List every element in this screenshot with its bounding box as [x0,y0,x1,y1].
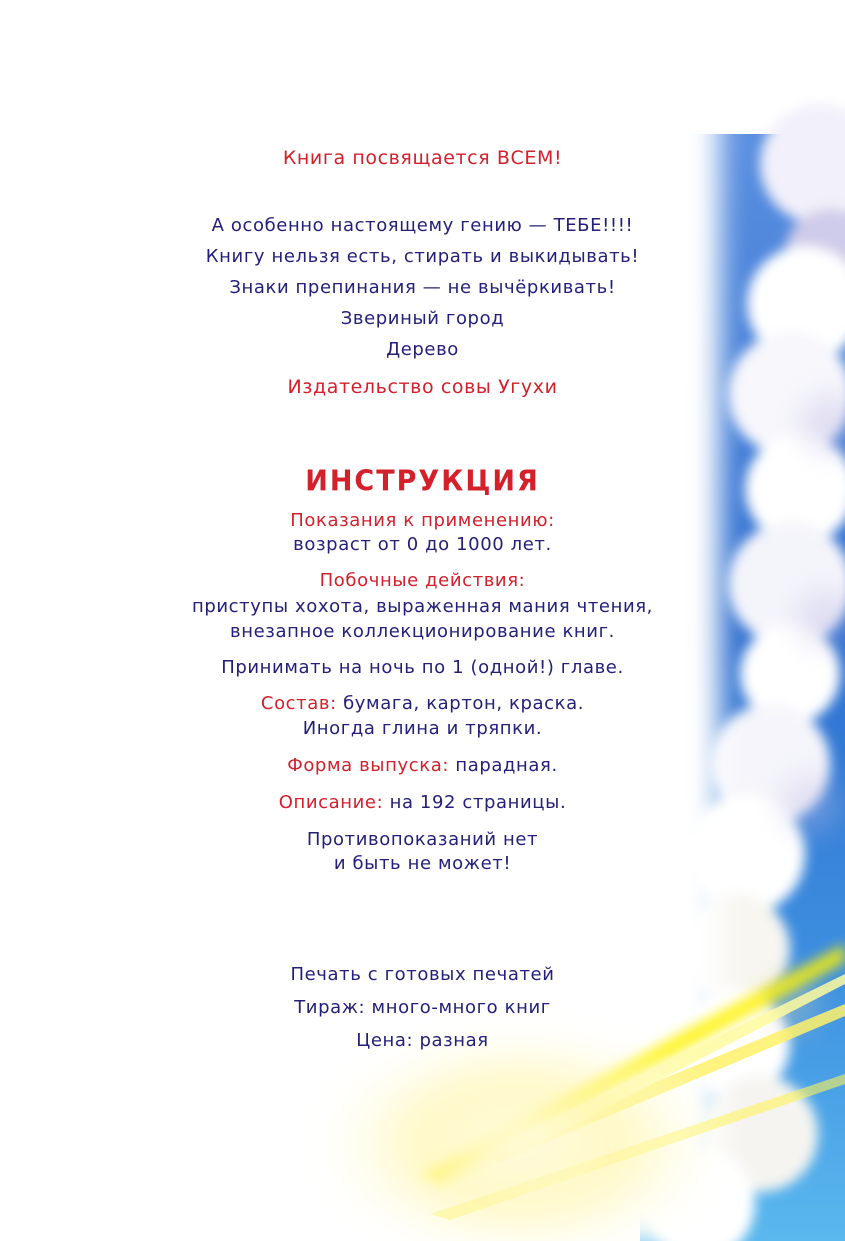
composition-line-2: Иногда глина и тряпки. [302,718,543,739]
indications-text: возраст от 0 до 1000 лет. [293,534,552,555]
form-text: парадная. [449,755,558,776]
dedication-heading: Книга посвящается ВСЕМ! [282,147,563,169]
side-effects-line-1: приступы хохота, выраженная мания чтения, [191,596,654,617]
composition-label: Состав: [260,693,337,714]
form-line [0,755,845,776]
dedication-line-2: Книгу нельзя есть, стирать и выкидывать! [205,246,640,267]
dosage-text: Принимать на ночь по 1 (одной!) главе. [221,657,624,678]
composition-text: бумага, картон, краска. [336,693,585,714]
imprint-price: Цена: разная [356,1030,489,1051]
publisher-name: Издательство совы Угухи [287,376,558,398]
description-line [0,792,845,813]
dedication-line-3: Знаки препинания — не вычёркивать! [229,277,616,298]
imprint-circulation: Тираж: много-много книг [294,997,551,1018]
instruction-title: ИНСТРУКЦИЯ [305,465,540,498]
form-label: Форма выпуска: [287,755,449,776]
indications-label: Показания к применению: [290,510,555,531]
description-text: на 192 страницы. [383,792,567,813]
contraindications-line-2: и быть не может! [333,853,512,874]
composition-line [0,693,845,714]
dedication-line-5: Дерево [386,339,459,360]
contraindications-line-1: Противопоказаний нет [306,829,539,850]
dedication-line-4: Звериный город [340,308,505,329]
dedication-line-1: А особенно настоящему гению — ТЕБЕ!!!! [211,215,634,236]
imprint-print: Печать с готовых печатей [290,964,555,985]
description-label: Описание: [278,792,384,813]
side-effects-label: Побочные действия: [319,570,526,591]
side-effects-line-2: внезапное коллекционирование книг. [230,621,615,642]
